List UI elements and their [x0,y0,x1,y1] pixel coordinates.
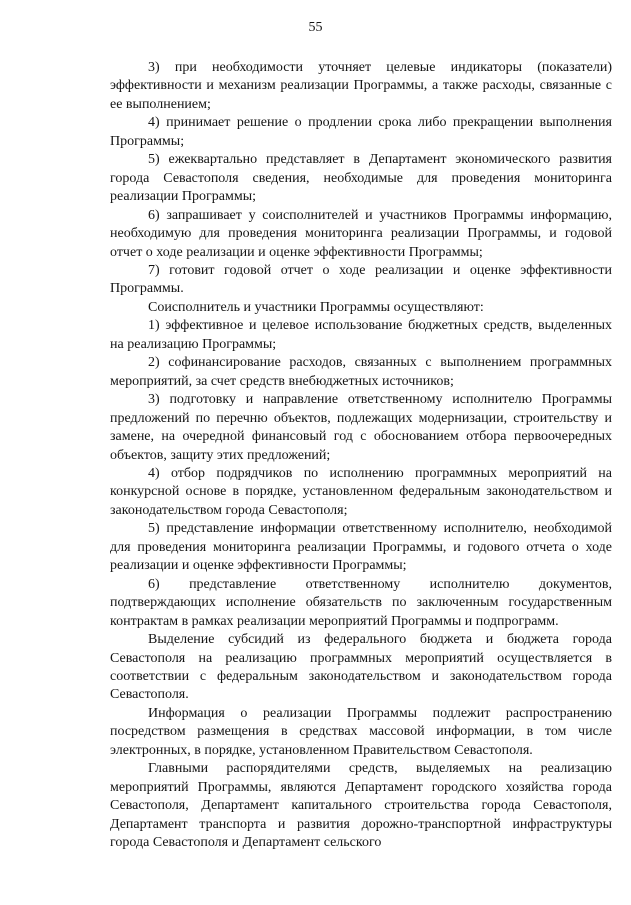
paragraph-main-managers: Главными распорядителями средств, выделяемых на реализацию мероприятий Программы, являются Департамент городского хозяйства города Севастополя, Департамент капитального строительства города Севастополя, Департамент транспорта и развития дорожно-транспортной инфраструктуры города Севастополя и Департамент сельского [110,761,612,851]
paragraph-item-5: 5) ежеквартально представляет в Департамент экономического развития города Севастополя сведения, необходимые для проведения мониторинга реализации Программы; [110,152,612,205]
paragraph-information: Информация о реализации Программы подлежит распространению посредством размещения в средствах массовой информации, в том числе электронных, в порядке, установленном Правительством Севастополя. [110,705,612,758]
paragraph-subsidies: Выделение субсидий из федерального бюджета и бюджета города Севастополя на реализацию программных мероприятий осуществляется в соответствии с федеральным законодательством и законодательством города Севастополя. [110,632,612,703]
paragraph-coexecutors-intro: Соисполнитель и участники Программы осуществляют: [148,299,484,315]
paragraph-coexecutor-item-5: 5) представление информации ответственному исполнителю, необходимой для проведения мониторинга реализации Программы, и годового отчета о ходе реализации и оценке эффективности Программы; [110,521,612,574]
paragraph-coexecutor-item-4: 4) отбор подрядчиков по исполнению программных мероприятий на конкурсной основе в порядке, установленном федеральным законодательством и законодательством города Севастополя; [110,465,612,518]
document-body [110,59,612,852]
paragraph-coexecutor-item-6: 6) представление ответственному исполнителю документов, подтверждающих исполнение обязательств по заключенным государственным контрактам в рамках реализации мероприятий Программы и подпрограмм. [110,576,612,629]
paragraph-item-4: 4) принимает решение о продлении срока либо прекращении выполнения Программы; [110,115,612,149]
paragraph-coexecutor-item-2: 2) софинансирование расходов, связанных с выполнением программных мероприятий, за счет средств внебюджетных источников; [110,355,612,389]
paragraph-item-7: 7) готовит годовой отчет о ходе реализации и оценке эффективности Программы. [110,262,612,297]
paragraph-coexecutor-item-3: 3) подготовку и направление ответственному исполнителю Программы предложений по перечню объектов, подлежащих модернизации, строительству и замене, на очередной финансовый год с обоснованием отбора первоочередных объектов, защиту этих предложений; [110,392,612,463]
page-number: 55 [308,20,323,35]
paragraph-item-3: 3) при необходимости уточняет целевые индикаторы (показатели) эффективности и механизм реализации Программы, а также расходы, связанные с ее выполнением; [110,60,612,112]
paragraph-item-6: 6) запрашивает у соисполнителей и участников Программы информацию, необходимую для проведения мониторинга реализации Программы, и годовой отчет о ходе реализации и оценке эффективности Программы; [110,207,612,260]
paragraph-coexecutor-item-1: 1) эффективное и целевое использование бюджетных средств, выделенных на реализацию Программы; [110,318,612,352]
